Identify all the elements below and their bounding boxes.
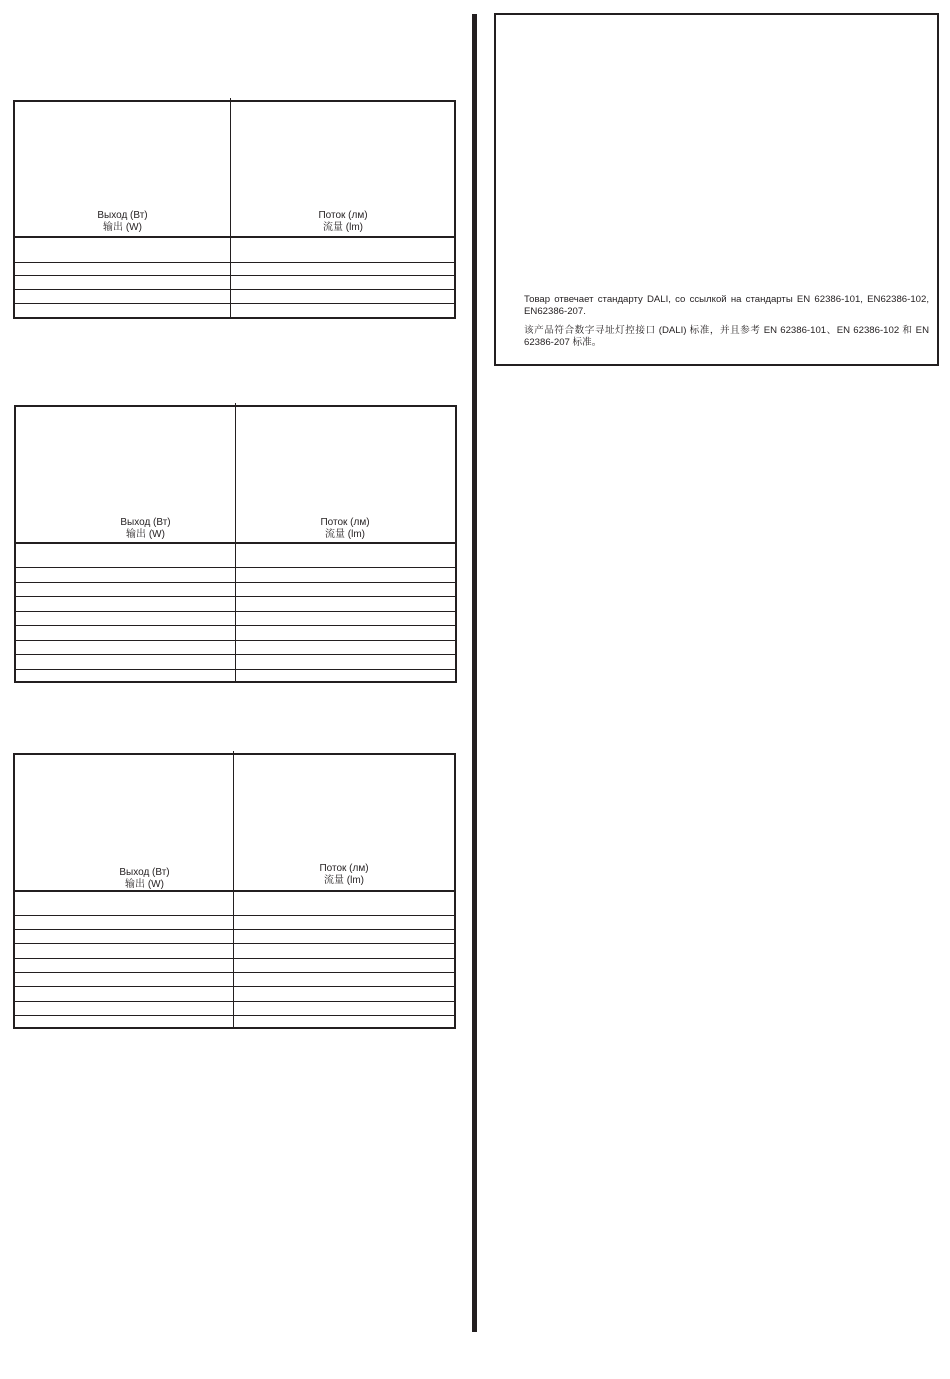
row-rule xyxy=(15,972,454,973)
column-separator xyxy=(230,98,231,317)
row-rule xyxy=(15,303,454,304)
row-rule xyxy=(15,1015,454,1016)
row-rule xyxy=(15,915,454,916)
column-divider xyxy=(472,14,477,1332)
row-rule xyxy=(16,669,455,670)
dali-notice-zh: 该产品符合数字寻址灯控接口 (DALI) 标准，并且参考 EN 62386-101、EN 62386-102 和 EN 62386-207 标准。 xyxy=(524,325,929,348)
row-rule xyxy=(15,289,454,290)
row-rule xyxy=(15,986,454,987)
row-rule xyxy=(15,275,454,276)
output-header: Выход (Вт) 输出 (W) xyxy=(97,210,148,233)
output-header: Выход (Вт) 输出 (W) xyxy=(119,867,170,890)
row-rule xyxy=(16,596,455,597)
row-rule xyxy=(15,1001,454,1002)
row-rule xyxy=(16,567,455,568)
row-rule xyxy=(16,625,455,626)
flux-header: Поток (лм) 流量 (lm) xyxy=(320,517,370,540)
flux-header: Поток (лм) 流量 (lm) xyxy=(318,210,368,233)
row-rule xyxy=(15,929,454,930)
row-rule xyxy=(15,958,454,959)
row-rule xyxy=(16,582,455,583)
row-rule xyxy=(16,654,455,655)
dali-notice-box xyxy=(494,13,939,366)
row-rule xyxy=(15,262,454,263)
row-rule xyxy=(15,943,454,944)
flux-header: Поток (лм) 流量 (lm) xyxy=(319,863,369,886)
spec-table-2 xyxy=(14,405,457,683)
spec-table-1 xyxy=(13,100,456,319)
header-rule xyxy=(15,236,454,238)
row-rule xyxy=(16,640,455,641)
row-rule xyxy=(16,611,455,612)
header-rule xyxy=(15,890,454,892)
output-header: Выход (Вт) 输出 (W) xyxy=(120,517,171,540)
spec-table-3 xyxy=(13,753,456,1029)
header-rule xyxy=(16,542,455,544)
dali-notice-ru: Товар отвечает стандарту DALI, со ссылкой на стандарты EN 62386-101, EN62386-102, EN62386-207. xyxy=(524,294,929,317)
